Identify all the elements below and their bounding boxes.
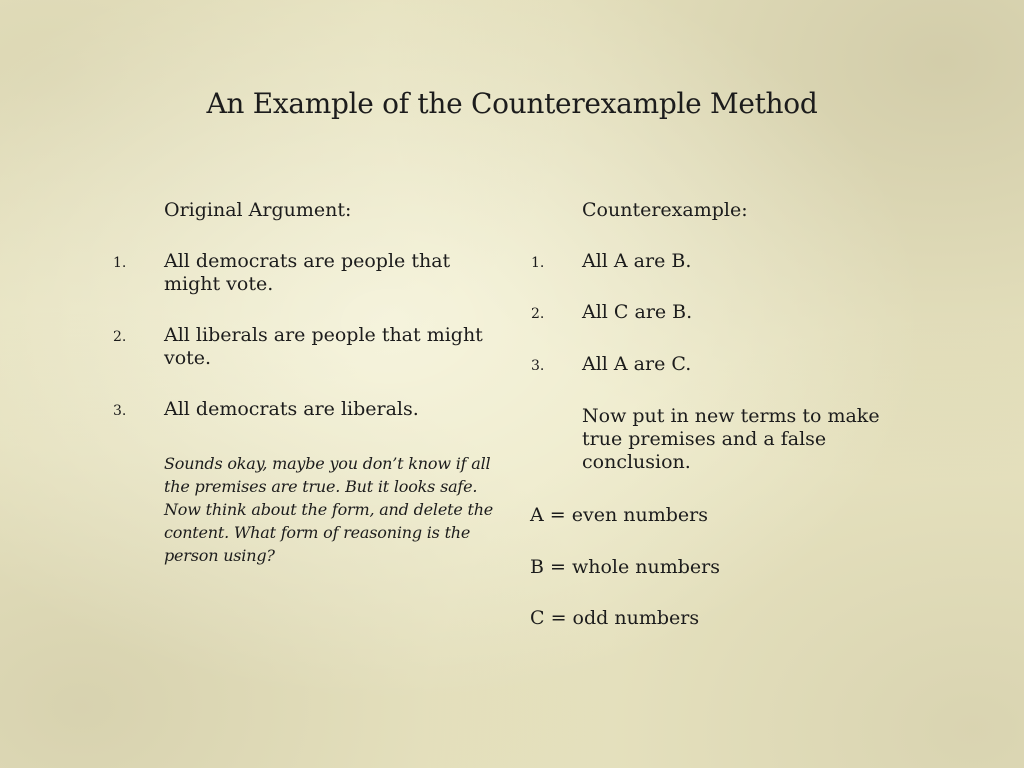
right-item-conclusion: All A are C. bbox=[582, 353, 692, 375]
left-item-premise-2: All liberals are people that might vote. bbox=[164, 324, 483, 369]
argument-note: Sounds okay, maybe you don’t know if all the premises are true. But it looks safe. Now think about the form, and delete the content. What form of reasoning is the person using? bbox=[164, 454, 494, 565]
right-item-number: 3. bbox=[531, 358, 545, 374]
left-item-premise-1: All democrats are people that might vote. bbox=[164, 250, 451, 295]
left-item-number: 1. bbox=[113, 255, 127, 271]
definition-a: A = even numbers bbox=[530, 504, 708, 526]
original-argument-heading: Original Argument: bbox=[164, 199, 352, 221]
left-item-conclusion: All democrats are liberals. bbox=[164, 398, 419, 420]
slide-title: An Example of the Counterexample Method bbox=[206, 87, 818, 120]
right-item-premise-2: All C are B. bbox=[582, 301, 693, 323]
counterexample-heading: Counterexample: bbox=[582, 199, 748, 221]
left-item-number: 2. bbox=[113, 329, 127, 345]
left-item-number: 3. bbox=[113, 403, 127, 419]
right-item-number: 1. bbox=[531, 255, 545, 271]
right-item-premise-1: All A are B. bbox=[582, 250, 692, 272]
definition-b: B = whole numbers bbox=[530, 556, 720, 578]
right-item-number: 2. bbox=[531, 306, 545, 322]
counterexample-instruction: Now put in new terms to make true premises and a false conclusion. bbox=[582, 405, 880, 473]
definition-c: C = odd numbers bbox=[530, 607, 700, 629]
